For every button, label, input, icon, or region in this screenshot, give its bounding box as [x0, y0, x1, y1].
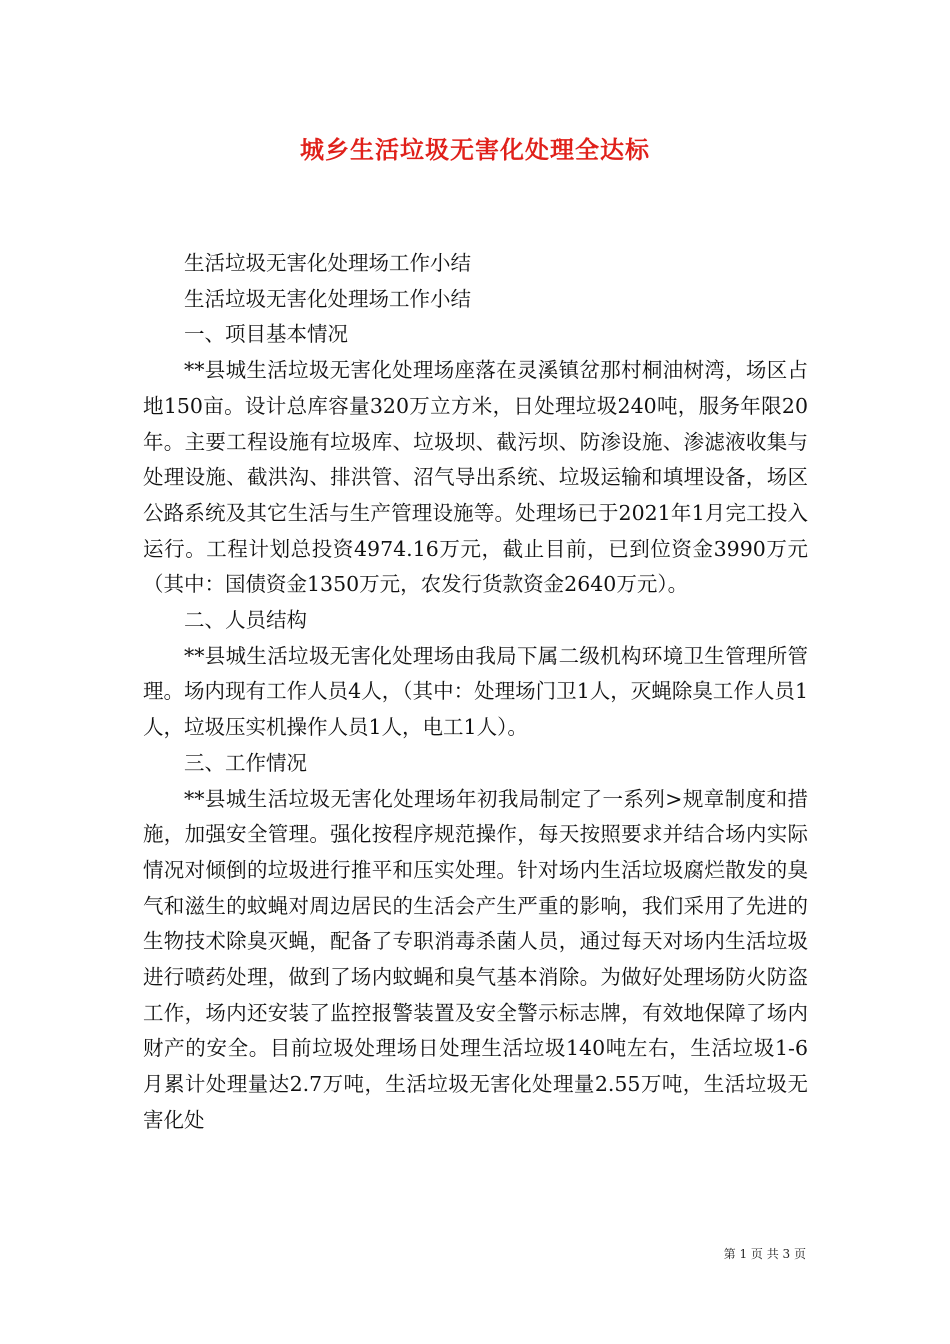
section-heading: 二、人员结构	[184, 608, 307, 633]
subtitle-line: 生活垃圾无害化处理场工作小结	[184, 286, 471, 311]
section-heading: 一、项目基本情况	[184, 322, 348, 347]
document-body	[143, 246, 808, 1139]
body-paragraph: **县城生活垃圾无害化处理场年初我局制定了一系列>规章制度和措施，加强安全管理。强化按程序规范操作，每天按照要求并结合场内实际情况对倾倒的垃圾进行推平和压实处理。针对场内生活垃圾腐烂散发的臭气和滋生的蚊蝇对周边居民的生活会产生严重的影响，我们采用了先进的生物技术除臭灭蝇，配备了专职消毒杀菌人员，通过每天对场内生活垃圾进行喷药处理，做到了场内蚊蝇和臭气基本消除。为做好处理场防火防盗工作，场内还安装了监控报警装置及安全警示标志牌，有效地保障了场内财产的安全。目前垃圾处理场日处理生活垃圾140吨左右，生活垃圾1-6月累计处理量达2.7万吨，生活垃圾无害化处理量2.55万吨，生活垃圾无害化处	[143, 786, 808, 1132]
page-number-label: 第 1 页 共 3 页	[723, 1247, 806, 1261]
body-paragraph: **县城生活垃圾无害化处理场座落在灵溪镇岔那村桐油树湾，场区占地150亩。设计总库容量320万立方米，日处理垃圾240吨，服务年限20年。主要工程设施有垃圾库、垃圾坝、截污坝、防渗设施、渗滤液收集与处理设施、截洪沟、排洪管、沼气导出系统、垃圾运输和填埋设备，场区公路系统及其它生活与生产管理设施等。处理场已于2021年1月完工投入运行。工程计划总投资4974.16万元，截止目前，已到位资金3990万元（其中：国债资金1350万元，农发行货款资金2640万元）。	[143, 358, 808, 597]
page-number	[724, 1246, 806, 1262]
body-paragraph: **县城生活垃圾无害化处理场由我局下属二级机构环境卫生管理所管理。场内现有工作人员4人，（其中：处理场门卫1人，灭蝇除臭工作人员1人，垃圾压实机操作人员1人，电工1人）。	[143, 643, 808, 740]
section-heading: 三、工作情况	[184, 750, 307, 775]
document-title: 城乡生活垃圾无害化处理全达标	[300, 135, 650, 164]
subtitle-line: 生活垃圾无害化处理场工作小结	[184, 251, 471, 275]
